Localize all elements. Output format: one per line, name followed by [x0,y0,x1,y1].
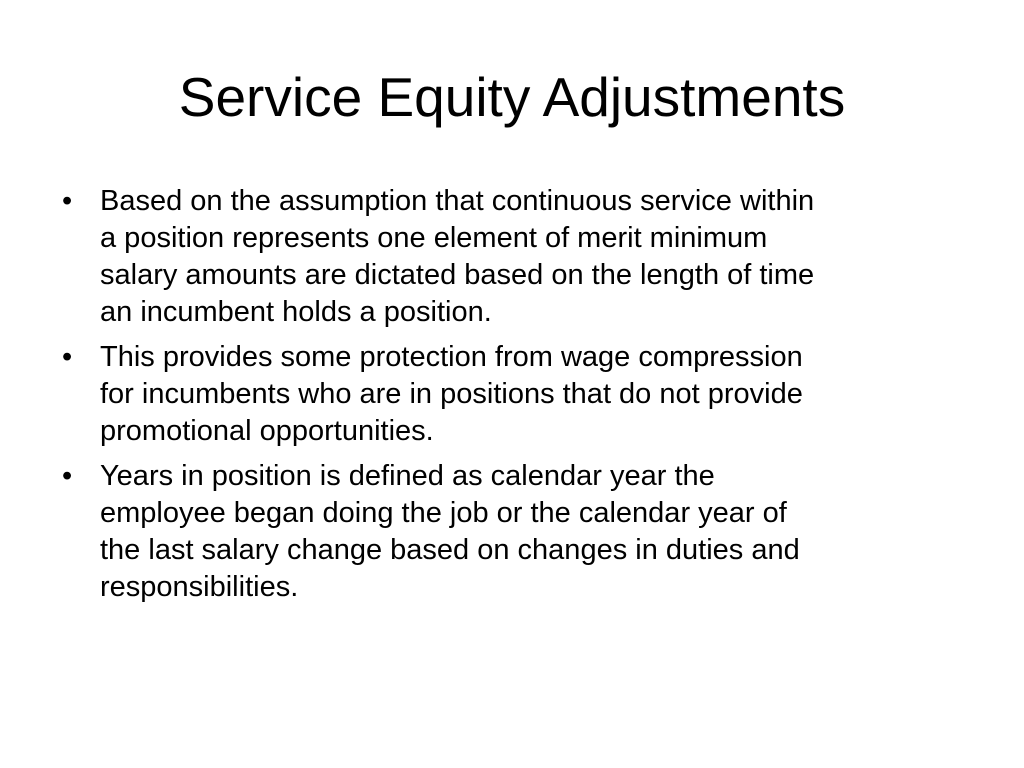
slide-title: Service Equity Adjustments [178,66,846,128]
bullet-1-line-2: a position represents one element of merit minimum [100,222,768,254]
bullet-icon: • [62,341,73,373]
bullet-3-line-1: Years in position is defined as calendar year the [100,460,715,492]
bullet-3-line-3: the last salary change based on changes in duties and [100,534,800,566]
bullet-1-line-1: Based on the assumption that continuous service within [100,185,815,217]
bullet-3-line-2: employee began doing the job or the calendar year of [100,497,787,529]
bullet-2-line-2: for incumbents who are in positions that do not provide [100,378,803,410]
bullet-3-line-4: responsibilities. [100,571,299,603]
bullet-icon: • [62,460,73,492]
bullet-2-line-3: promotional opportunities. [100,415,434,447]
bullet-2-line-1: This provides some protection from wage compression [100,341,803,373]
bullet-text-3 [100,458,962,606]
bullet-text-2 [100,339,962,450]
bullet-list [62,183,962,614]
bullet-icon: • [62,185,73,217]
bullet-item-2 [62,339,962,450]
bullet-1-line-3: salary amounts are dictated based on the length of time [100,259,815,291]
bullet-item-3 [62,458,962,606]
bullet-1-line-4: an incumbent holds a position. [100,296,492,328]
bullet-item-1 [62,183,962,331]
bullet-text-1 [100,183,962,331]
